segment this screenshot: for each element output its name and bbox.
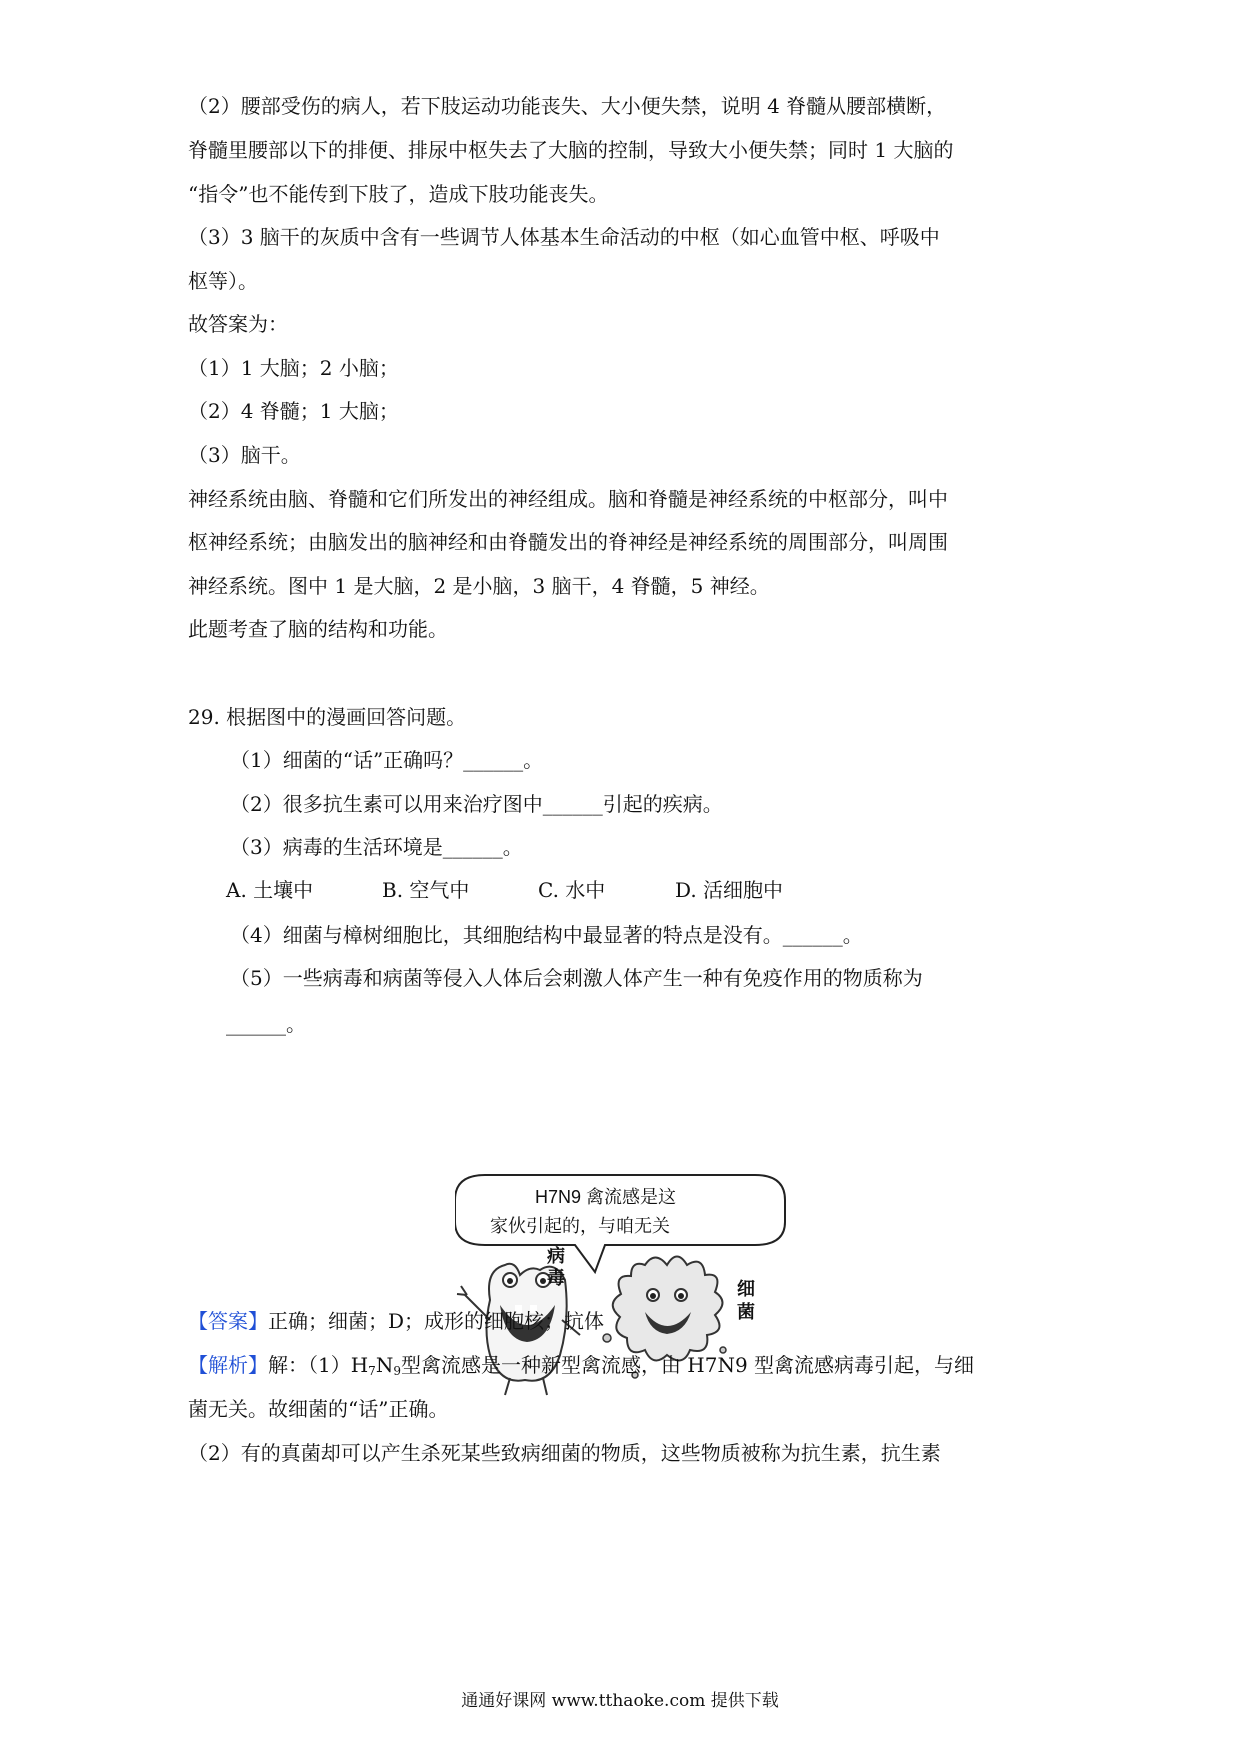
- question-part-5-line-1: （5）一些病毒和病菌等侵入人体后会刺激人体产生一种有免疫作用的物质称为: [230, 966, 923, 990]
- subscript-7: 7: [368, 1364, 376, 1378]
- nervous-line-3: 神经系统。图中 1 是大脑，2 是小脑，3 脑干，4 脊髓，5 神经。: [188, 574, 770, 598]
- answer-block: [188, 1307, 604, 1335]
- subscript-9: 9: [393, 1364, 401, 1378]
- para-2-line-3: “指令”也不能传到下肢了，造成下肢功能丧失。: [188, 182, 609, 206]
- bacteria-label-2: 菌: [737, 1302, 755, 1322]
- option-a: A. 土壤中: [226, 878, 314, 902]
- bacteria-label-1: 细: [737, 1279, 755, 1299]
- option-c: C. 水中: [538, 878, 606, 902]
- option-d: D. 活细胞中: [675, 878, 784, 902]
- para-2-line-1: （2）腰部受伤的病人，若下肢运动功能丧失、大小便失禁，说明 4 脊髓从腰部横断，: [188, 94, 947, 118]
- answer-2: （2）4 脊髓；1 大脑；: [188, 399, 399, 423]
- option-b: B. 空气中: [382, 878, 470, 902]
- virus-label-1: 病: [547, 1246, 565, 1266]
- para-3-line-1: （3）3 脑干的灰质中含有一些调节人体基本生命活动的中枢（如心血管中枢、呼吸中: [188, 225, 940, 249]
- bubble-text-line-1: H7N9 禽流感是这: [535, 1187, 677, 1207]
- question-part-2: （2）很多抗生素可以用来治疗图中______引起的疾病。: [230, 792, 723, 816]
- question-part-4: （4）细菌与樟树细胞比，其细胞结构中最显著的特点是没有。______。: [230, 923, 863, 947]
- analysis-line-2: 菌无关。故细菌的“话”正确。: [188, 1397, 449, 1421]
- analysis-line-1: [188, 1351, 974, 1385]
- answer-label: 【答案】: [188, 1309, 268, 1333]
- analysis-text-b: 型禽流感是一种新型禽流感，由 H7N9 型禽流感病毒引起，与细: [400, 1353, 975, 1377]
- analysis-text-n: N: [375, 1353, 394, 1377]
- nervous-line-1: 神经系统由脑、脊髓和它们所发出的神经组成。脑和脊髓是神经系统的中枢部分，叫中: [188, 487, 948, 511]
- question-part-1: （1）细菌的“话”正确吗？______。: [230, 748, 544, 772]
- analysis-text-a: 解：（1）H: [268, 1353, 369, 1377]
- answer-text: 正确；细菌；D；成形的细胞核；抗体: [268, 1309, 605, 1333]
- nervous-line-2: 枢神经系统；由脑发出的脑神经和由脊髓发出的脊神经是神经系统的周围部分，叫周围: [188, 530, 948, 554]
- question-part-5-line-2: ______。: [226, 1012, 306, 1036]
- para-3-line-2: 枢等）。: [188, 269, 258, 293]
- virus-label-2: 毒: [547, 1268, 565, 1288]
- page-footer: 通通好课网 www.tthaoke.com 提供下载: [461, 1691, 779, 1711]
- para-2-line-2: 脊髓里腰部以下的排便、排尿中枢失去了大脑的控制，导致大小便失禁；同时 1 大脑的: [188, 138, 954, 162]
- analysis-line-3: （2）有的真菌却可以产生杀死某些致病细菌的物质，这些物质被称为抗生素，抗生素: [188, 1441, 941, 1465]
- nervous-line-4: 此题考查了脑的结构和功能。: [188, 617, 448, 641]
- analysis-label: 【解析】: [188, 1353, 268, 1377]
- answer-3: （3）脑干。: [188, 443, 301, 467]
- bubble-text-line-2: 家伙引起的，与咱无关: [490, 1216, 670, 1236]
- answer-intro: 故答案为：: [188, 312, 288, 336]
- answer-1: （1）1 大脑；2 小脑；: [188, 356, 399, 380]
- question-title: 29. 根据图中的漫画回答问题。: [188, 705, 467, 729]
- question-part-3: （3）病毒的生活环境是______。: [230, 835, 523, 859]
